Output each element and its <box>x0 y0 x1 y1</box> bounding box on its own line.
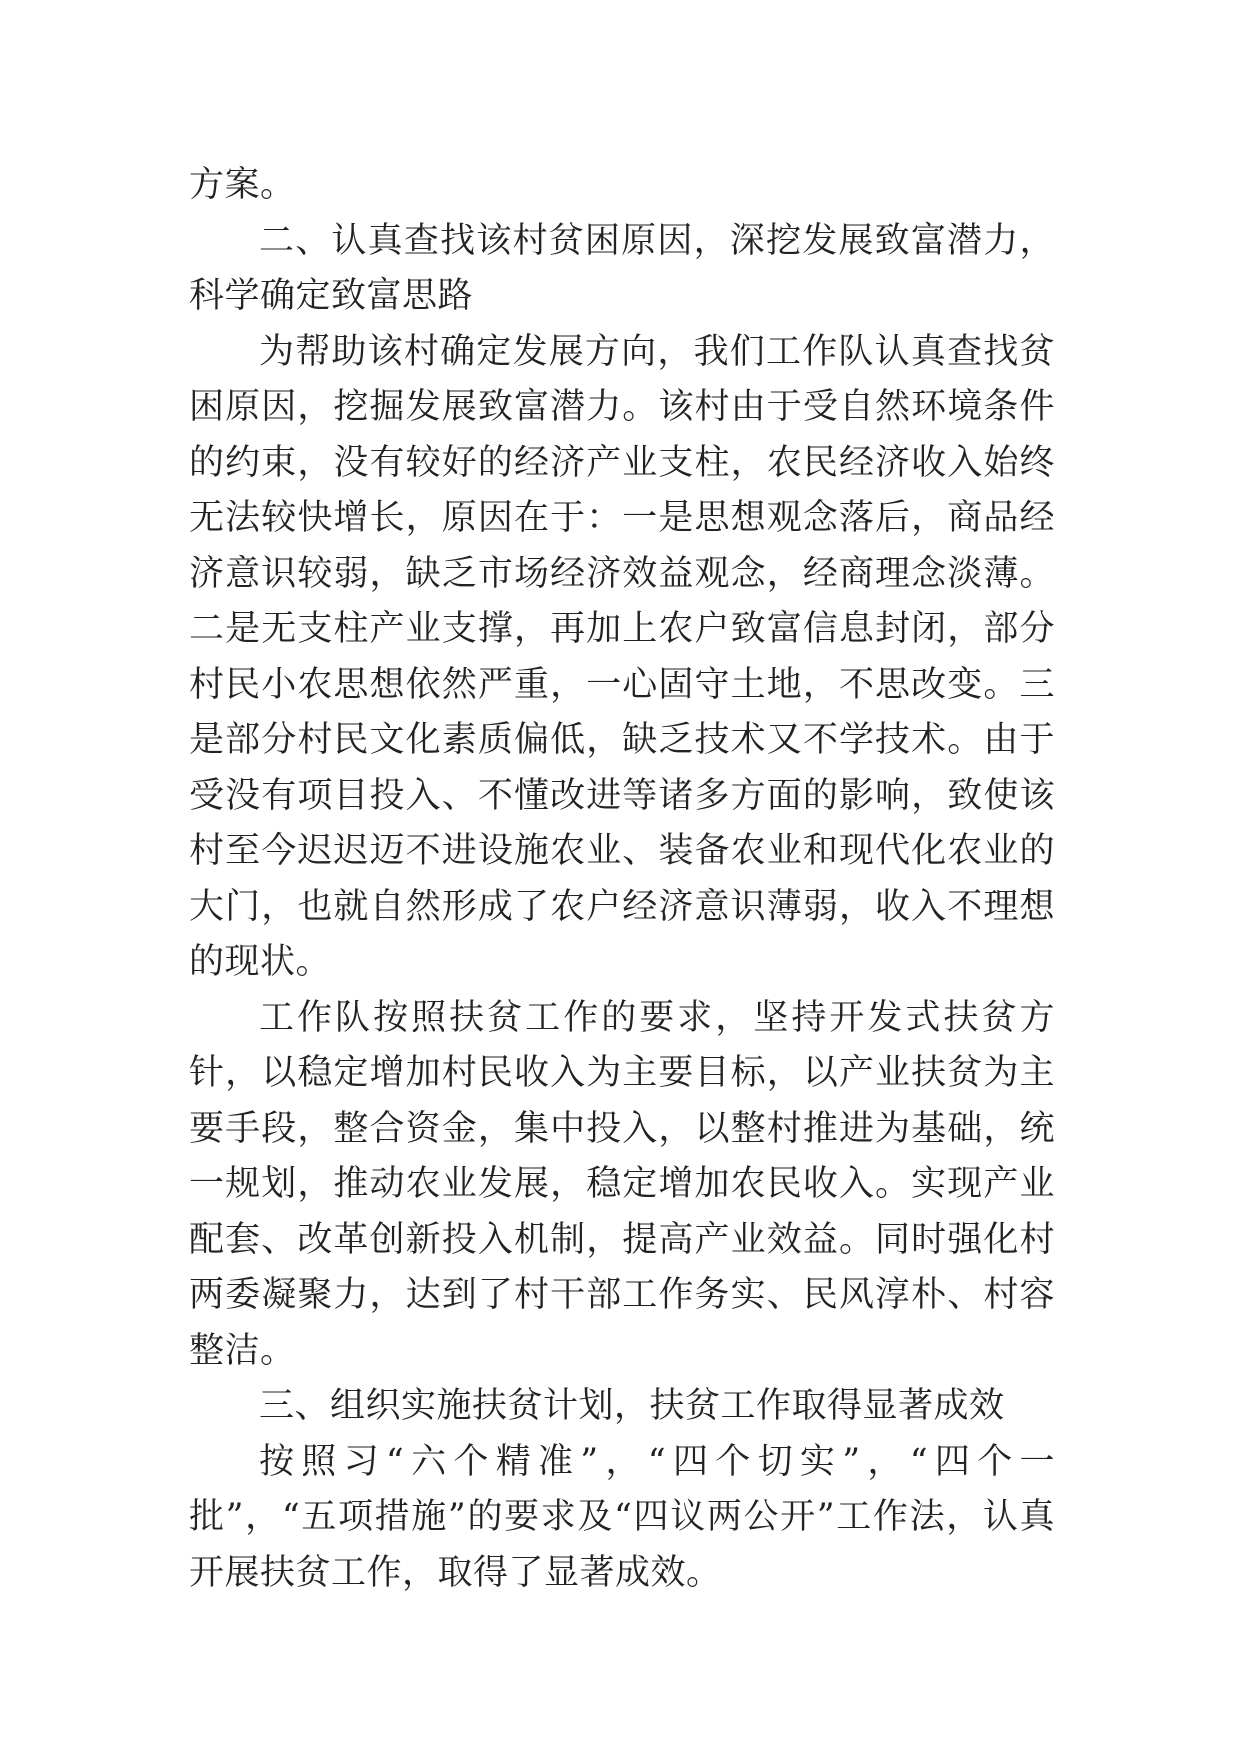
paragraph-poverty-causes: 为帮助该村确定发展方向，我们工作队认真查找贫困原因，挖掘发展致富潜力。该村由于受自然环境条件的约束，没有较好的经济产业支柱，农民经济收入始终无法较快增长，原因在于：一是思想观念落后，商品经济意识较弱，缺乏市场经济效益观念，经商理念淡薄。二是无支柱产业支撑，再加上农户致富信息封闭，部分村民小农思想依然严重，一心固守土地，不思改变。三是部分村民文化素质偏低，缺乏技术又不学技术。由于受没有项目投入、不懂改进等诸多方面的影响，致使该村至今迟迟迈不进设施农业、装备农业和现代化农业的大门，也就自然形成了农户经济意识薄弱，收入不理想的现状。 <box>189 331 1055 982</box>
paragraph-results: 按照习“六个精准”，“四个切实”，“四个一批”，“五项措施”的要求及“四议两公开”工作法，认真开展扶贫工作，取得了显著成效。 <box>189 1441 1055 1593</box>
section-heading-2: 二、认真查找该村贫困原因，深挖发展致富潜力，科学确定致富思路 <box>189 220 1055 316</box>
document-body <box>189 158 1055 1601</box>
section-heading-3: 三、组织实施扶贫计划，扶贫工作取得显著成效 <box>259 1386 1005 1426</box>
paragraph-work-approach: 工作队按照扶贫工作的要求，坚持开发式扶贫方针，以稳定增加村民收入为主要目标，以产业扶贫为主要手段，整合资金，集中投入，以整村推进为基础，统一规划，推动农业发展，稳定增加农民收入。实现产业配套、改革创新投入机制，提高产业效益。同时强化村两委凝聚力，达到了村干部工作务实、民风淳朴、村容整洁。 <box>189 997 1055 1371</box>
paragraph-continuation: 方案。 <box>189 165 296 205</box>
